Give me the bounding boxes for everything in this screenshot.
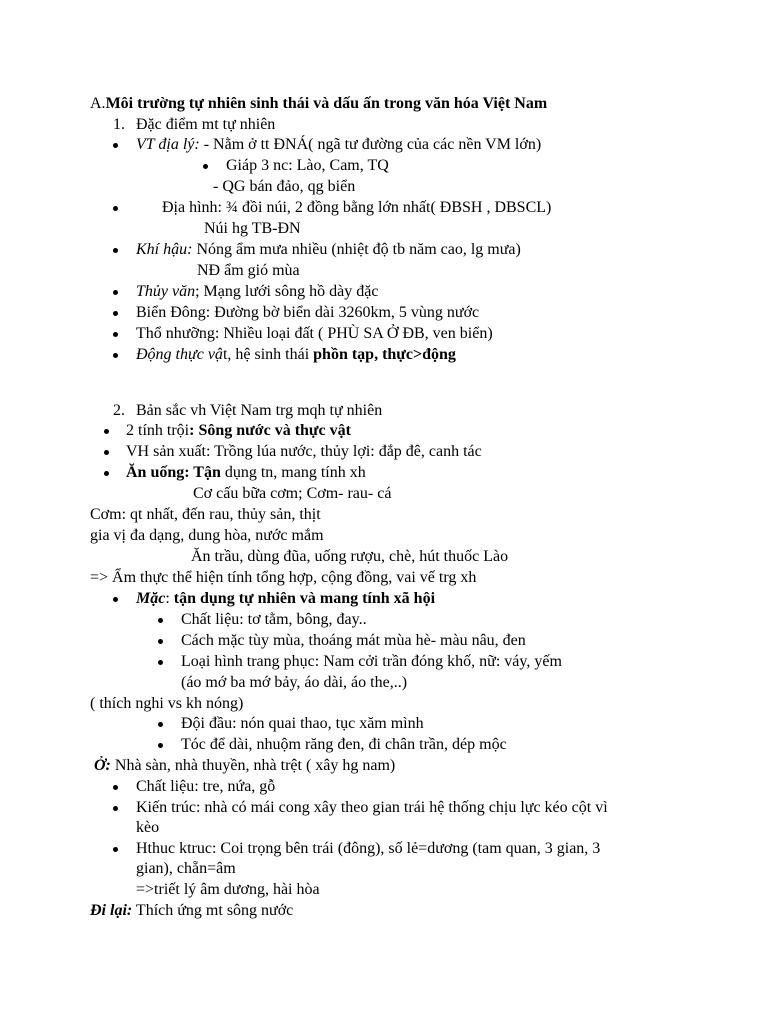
bullet-icon <box>113 290 118 295</box>
bullet-icon <box>203 164 208 169</box>
tho-nhuong-line: Thổ nhưỡng: Nhiều loại đất ( PHÙ SA Ở ĐB, ven biển) <box>136 325 493 342</box>
bullet-icon <box>113 597 118 602</box>
kien-truc-line-2: kèo <box>136 819 160 836</box>
document-title <box>90 94 547 114</box>
hthuc-line-2: gian), chẵn=âm <box>136 860 236 877</box>
bullet-icon <box>158 618 163 623</box>
o-line: Ở: Nhà sàn, nhà thuyền, nhà trệt ( xây hg nam) <box>94 757 396 774</box>
bullet-icon <box>113 353 118 358</box>
an-trau-line: Ăn trầu, dùng đũa, uống rượu, chè, hút thuốc Lào <box>191 548 509 565</box>
dia-hinh-line: Địa hình: ¾ đồi núi, 2 đồng bằng lớn nhất( ĐBSH , DBSCL) <box>162 199 552 216</box>
bullet-icon <box>113 248 118 253</box>
section-2-number: 2. <box>113 402 125 419</box>
nui-line: Núi hg TB-ĐN <box>204 220 301 237</box>
bullet-icon <box>158 639 163 644</box>
section-2-heading: Bản sắc vh Việt Nam trg mqh tự nhiên <box>136 402 383 419</box>
vt-dia-ly-line: VT địa lý: - Nằm ở tt ĐNÁ( ngã tư đường của các nền VM lớn) <box>136 136 542 153</box>
vh-san-xuat-line: VH sản xuất: Trồng lúa nước, thủy lợi: đắp đê, canh tác <box>126 443 482 460</box>
cach-mac-line: Cách mặc tùy mùa, thoáng mát mùa hè- màu nâu, đen <box>181 632 526 649</box>
bullet-icon <box>113 311 118 316</box>
triet-ly-line: =>triết lý âm dương, hài hòa <box>136 881 320 898</box>
am-thuc-line: => Ẩm thực thể hiện tính tổng hợp, cộng đồng, vai vế trg xh <box>90 569 477 586</box>
bullet-icon <box>113 847 118 852</box>
di-lai-line: Đi lại: Thích ứng mt sông nước <box>90 902 294 919</box>
bullet-icon <box>158 660 163 665</box>
mac-chat-lieu-line: Chất liệu: tơ tằm, bông, đay.. <box>181 611 367 628</box>
khi-hau-line: Khí hậu: Nóng ẩm mưa nhiều (nhiệt độ tb năm cao, lg mưa) <box>136 241 521 258</box>
doi-dau-line: Đội đầu: nón quai thao, tục xăm mình <box>181 715 424 732</box>
kien-truc-line: Kiến trúc: nhà có mái cong xây theo gian trái hệ thống chịu lực kéo cột vì <box>136 799 608 816</box>
bullet-icon <box>113 806 118 811</box>
qg-line: - QG bán đảo, qg biển <box>213 178 356 195</box>
bullet-icon <box>104 471 109 476</box>
co-cau-line: Cơ cấu bữa cơm; Cơm- rau- cá <box>193 485 392 502</box>
bullet-icon <box>104 450 109 455</box>
o-chat-lieu-line: Chất liệu: tre, nứa, gỗ <box>136 778 276 795</box>
ao-mo-line: (áo mớ ba mớ bảy, áo dài, áo the,..) <box>181 674 408 691</box>
hthuc-line: Hthuc ktruc: Coi trọng bên trái (đông), số lẻ=dương (tam quan, 3 gian, 3 <box>136 840 601 857</box>
gia-vi-line: gia vị đa dạng, dung hòa, nước mắm <box>90 527 324 544</box>
bullet-icon <box>113 785 118 790</box>
bullet-icon <box>158 743 163 748</box>
dong-thuc-vat-line: Động thực vật, hệ sinh thái phồn tạp, thực>động <box>136 346 456 363</box>
title-text: Môi trường tự nhiên sinh thái và dấu ấn trong văn hóa Việt Nam <box>105 95 548 112</box>
bullet-icon <box>113 143 118 148</box>
bullet-icon <box>104 429 109 434</box>
bullet-icon <box>158 722 163 727</box>
section-1-number: 1. <box>113 116 125 133</box>
section-1-heading: Đặc điểm mt tự nhiên <box>136 116 276 133</box>
title-prefix: A. <box>90 95 106 112</box>
bien-dong-line: Biển Đông: Đường bờ biển dài 3260km, 5 vùng nước <box>136 304 480 321</box>
loai-hinh-line: Loại hình trang phục: Nam cởi trần đóng khố, nữ: váy, yếm <box>181 653 562 670</box>
toc-line: Tóc để dài, nhuộm răng đen, đi chân trần, dép mộc <box>181 736 507 753</box>
thuy-van-line: Thủy văn; Mạng lưới sông hồ dày đặc <box>136 283 379 300</box>
nd-line: NĐ ẩm gió mùa <box>197 262 300 279</box>
bullet-icon <box>113 206 118 211</box>
an-uong-line: Ăn uống: Tận dụng tn, mang tính xh <box>126 464 366 481</box>
bullet-icon <box>113 332 118 337</box>
com-line: Cơm: qt nhất, đến rau, thủy sản, thịt <box>90 506 321 523</box>
giap-line: Giáp 3 nc: Lào, Cam, TQ <box>226 157 389 174</box>
mac-line: Mặc: tận dụng tự nhiên và mang tính xã hội <box>136 590 436 607</box>
tinh-troi-line: 2 tính trội: Sông nước và thực vật <box>126 422 351 439</box>
thich-nghi-line: ( thích nghi vs kh nóng) <box>90 695 244 712</box>
